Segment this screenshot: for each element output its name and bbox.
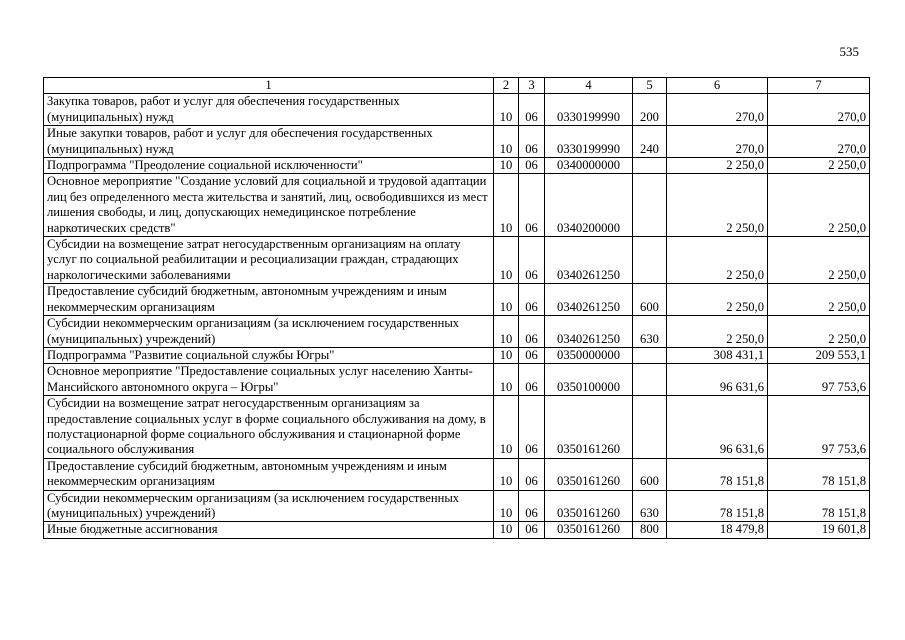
section-code: 10 [494,490,519,522]
table-row [44,126,870,158]
target-article-code: 0350100000 [545,364,633,396]
expense-type-code: 600 [633,458,667,490]
column-header: 7 [768,78,870,94]
target-article-code: 0340261250 [545,237,633,284]
amount-year-1: 308 431,1 [667,347,768,363]
table-row [44,522,870,538]
section-code: 10 [494,347,519,363]
target-article-code: 0350161260 [545,490,633,522]
column-header: 3 [519,78,545,94]
subsection-code: 06 [519,94,545,126]
row-name: Предоставление субсидий бюджетным, автономным учреждениям и иным некоммерческим организациям [44,458,494,490]
amount-year-1: 2 250,0 [667,174,768,237]
expense-type-code [633,174,667,237]
section-code: 10 [494,94,519,126]
expense-type-code [633,364,667,396]
column-header: 2 [494,78,519,94]
amount-year-1: 18 479,8 [667,522,768,538]
row-name: Субсидии на возмещение затрат негосударственным организациям на оплату услуг по социальной реабилитации и ресоциализации граждан, страдающих наркологическими заболеваниями [44,237,494,284]
amount-year-2: 97 753,6 [768,396,870,459]
amount-year-1: 78 151,8 [667,490,768,522]
row-name: Предоставление субсидий бюджетным, автономным учреждениям и иным некоммерческим организациям [44,284,494,316]
table-row [44,347,870,363]
expense-type-code: 600 [633,284,667,316]
table-row [44,237,870,284]
expense-type-code [633,347,667,363]
section-code: 10 [494,522,519,538]
expense-type-code: 800 [633,522,667,538]
table-row [44,158,870,174]
target-article-code: 0340200000 [545,174,633,237]
column-header: 5 [633,78,667,94]
row-name: Основное мероприятие "Создание условий для социальной и трудовой адаптации лиц без определенного места жительства и занятий, лиц, освободившихся из мест лишения свободы, и лиц, допускающих немедицинское потребление наркотических средств" [44,174,494,237]
section-code: 10 [494,237,519,284]
column-header: 4 [545,78,633,94]
target-article-code: 0330199990 [545,126,633,158]
amount-year-1: 96 631,6 [667,364,768,396]
table-header-row [44,78,870,94]
subsection-code: 06 [519,364,545,396]
target-article-code: 0340000000 [545,158,633,174]
amount-year-2: 209 553,1 [768,347,870,363]
subsection-code: 06 [519,396,545,459]
amount-year-2: 2 250,0 [768,316,870,348]
subsection-code: 06 [519,458,545,490]
amount-year-1: 2 250,0 [667,284,768,316]
row-name: Закупка товаров, работ и услуг для обеспечения государственных (муниципальных) нужд [44,94,494,126]
table-row [44,174,870,237]
row-name: Подпрограмма "Преодоление социальной исключенности" [44,158,494,174]
amount-year-1: 2 250,0 [667,316,768,348]
amount-year-2: 2 250,0 [768,237,870,284]
amount-year-1: 96 631,6 [667,396,768,459]
amount-year-2: 270,0 [768,126,870,158]
row-name: Иные бюджетные ассигнования [44,522,494,538]
target-article-code: 0350000000 [545,347,633,363]
expense-type-code: 630 [633,316,667,348]
amount-year-2: 2 250,0 [768,284,870,316]
section-code: 10 [494,284,519,316]
target-article-code: 0350161260 [545,522,633,538]
section-code: 10 [494,364,519,396]
subsection-code: 06 [519,316,545,348]
column-header: 1 [44,78,494,94]
table-row [44,396,870,459]
amount-year-1: 78 151,8 [667,458,768,490]
section-code: 10 [494,158,519,174]
amount-year-2: 2 250,0 [768,158,870,174]
row-name: Субсидии некоммерческим организациям (за исключением государственных (муниципальных) учреждений) [44,490,494,522]
section-code: 10 [494,396,519,459]
section-code: 10 [494,174,519,237]
expense-type-code [633,396,667,459]
table-row [44,94,870,126]
subsection-code: 06 [519,126,545,158]
column-header: 6 [667,78,768,94]
subsection-code: 06 [519,158,545,174]
expense-type-code [633,237,667,284]
target-article-code: 0350161260 [545,458,633,490]
row-name: Основное мероприятие "Предоставление социальных услуг населению Ханты-Мансийского автономного округа – Югры" [44,364,494,396]
amount-year-2: 78 151,8 [768,490,870,522]
target-article-code: 0350161260 [545,396,633,459]
amount-year-2: 270,0 [768,94,870,126]
subsection-code: 06 [519,237,545,284]
expense-type-code: 200 [633,94,667,126]
target-article-code: 0340261250 [545,284,633,316]
section-code: 10 [494,458,519,490]
row-name: Субсидии некоммерческим организациям (за исключением государственных (муниципальных) учреждений) [44,316,494,348]
amount-year-2: 2 250,0 [768,174,870,237]
table-row [44,316,870,348]
amount-year-2: 97 753,6 [768,364,870,396]
subsection-code: 06 [519,284,545,316]
amount-year-1: 2 250,0 [667,237,768,284]
amount-year-1: 2 250,0 [667,158,768,174]
table-row [44,490,870,522]
row-name: Иные закупки товаров, работ и услуг для обеспечения государственных (муниципальных) нужд [44,126,494,158]
expense-type-code [633,158,667,174]
page-number: 535 [839,44,859,59]
subsection-code: 06 [519,522,545,538]
subsection-code: 06 [519,174,545,237]
expense-type-code: 240 [633,126,667,158]
table-row [44,458,870,490]
budget-table [43,77,870,539]
row-name: Подпрограмма "Развитие социальной службы Югры" [44,347,494,363]
row-name: Субсидии на возмещение затрат негосударственным организациям за предоставление социальных услуг в форме социального обслуживания на дому, в полустационарной форме социального обслуживания и стационарной форме социального обслуживания [44,396,494,459]
table-row [44,284,870,316]
amount-year-2: 19 601,8 [768,522,870,538]
section-code: 10 [494,126,519,158]
target-article-code: 0340261250 [545,316,633,348]
section-code: 10 [494,316,519,348]
amount-year-1: 270,0 [667,94,768,126]
amount-year-2: 78 151,8 [768,458,870,490]
subsection-code: 06 [519,347,545,363]
table-row [44,364,870,396]
subsection-code: 06 [519,490,545,522]
target-article-code: 0330199990 [545,94,633,126]
expense-type-code: 630 [633,490,667,522]
amount-year-1: 270,0 [667,126,768,158]
